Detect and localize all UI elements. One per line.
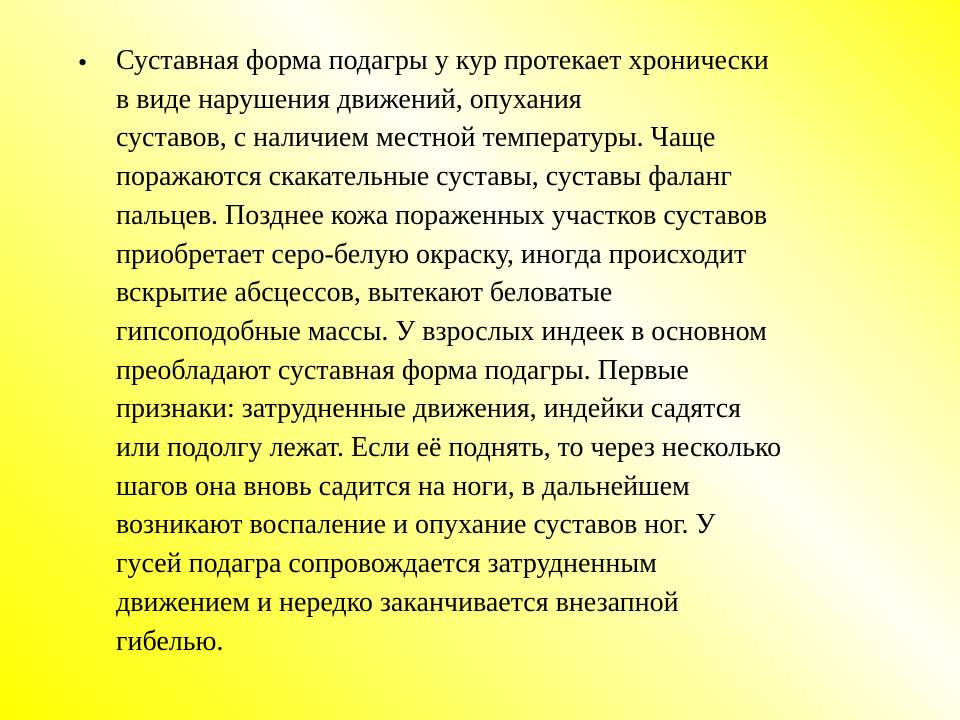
- text-line: преобладают суставная форма подагры. Первые: [116, 354, 689, 386]
- text-line: Суставная форма подагры у кур протекает хронически: [116, 45, 769, 76]
- text-line: в виде нарушения движений, опухания: [116, 83, 582, 115]
- text-line: пальцев. Позднее кожа пораженных участков суставов: [116, 199, 768, 231]
- text-line: вскрытие абсцессов, вытекают беловатые: [116, 277, 613, 309]
- text-line: приобретает серо-белую окраску, иногда происходит: [116, 238, 747, 270]
- text-line: гипсоподобные массы. У взрослых индеек в основном: [116, 315, 767, 347]
- text-line: суставов, с наличием местной температуры. Чаще: [116, 122, 716, 154]
- text-line: возникают воспаление и опухание суставов ног. У: [116, 509, 716, 541]
- text-line: движением и нередко заканчивается внезапной: [116, 586, 679, 618]
- text-line: признаки: затрудненные движения, индейки садятся: [116, 393, 742, 425]
- text-line: или подолгу лежат. Если её поднять, то через несколько: [116, 432, 782, 464]
- text-line: гибелью.: [116, 625, 224, 657]
- bullet-marker: •: [78, 48, 88, 77]
- text-line: поражаются скакательные суставы, суставы фаланг: [116, 161, 732, 193]
- text-line: гусей подагра сопровождается затрудненным: [116, 548, 657, 580]
- text-line: шагов она вновь садится на ноги, в дальнейшем: [116, 470, 690, 502]
- bullet-paragraph: [116, 42, 886, 661]
